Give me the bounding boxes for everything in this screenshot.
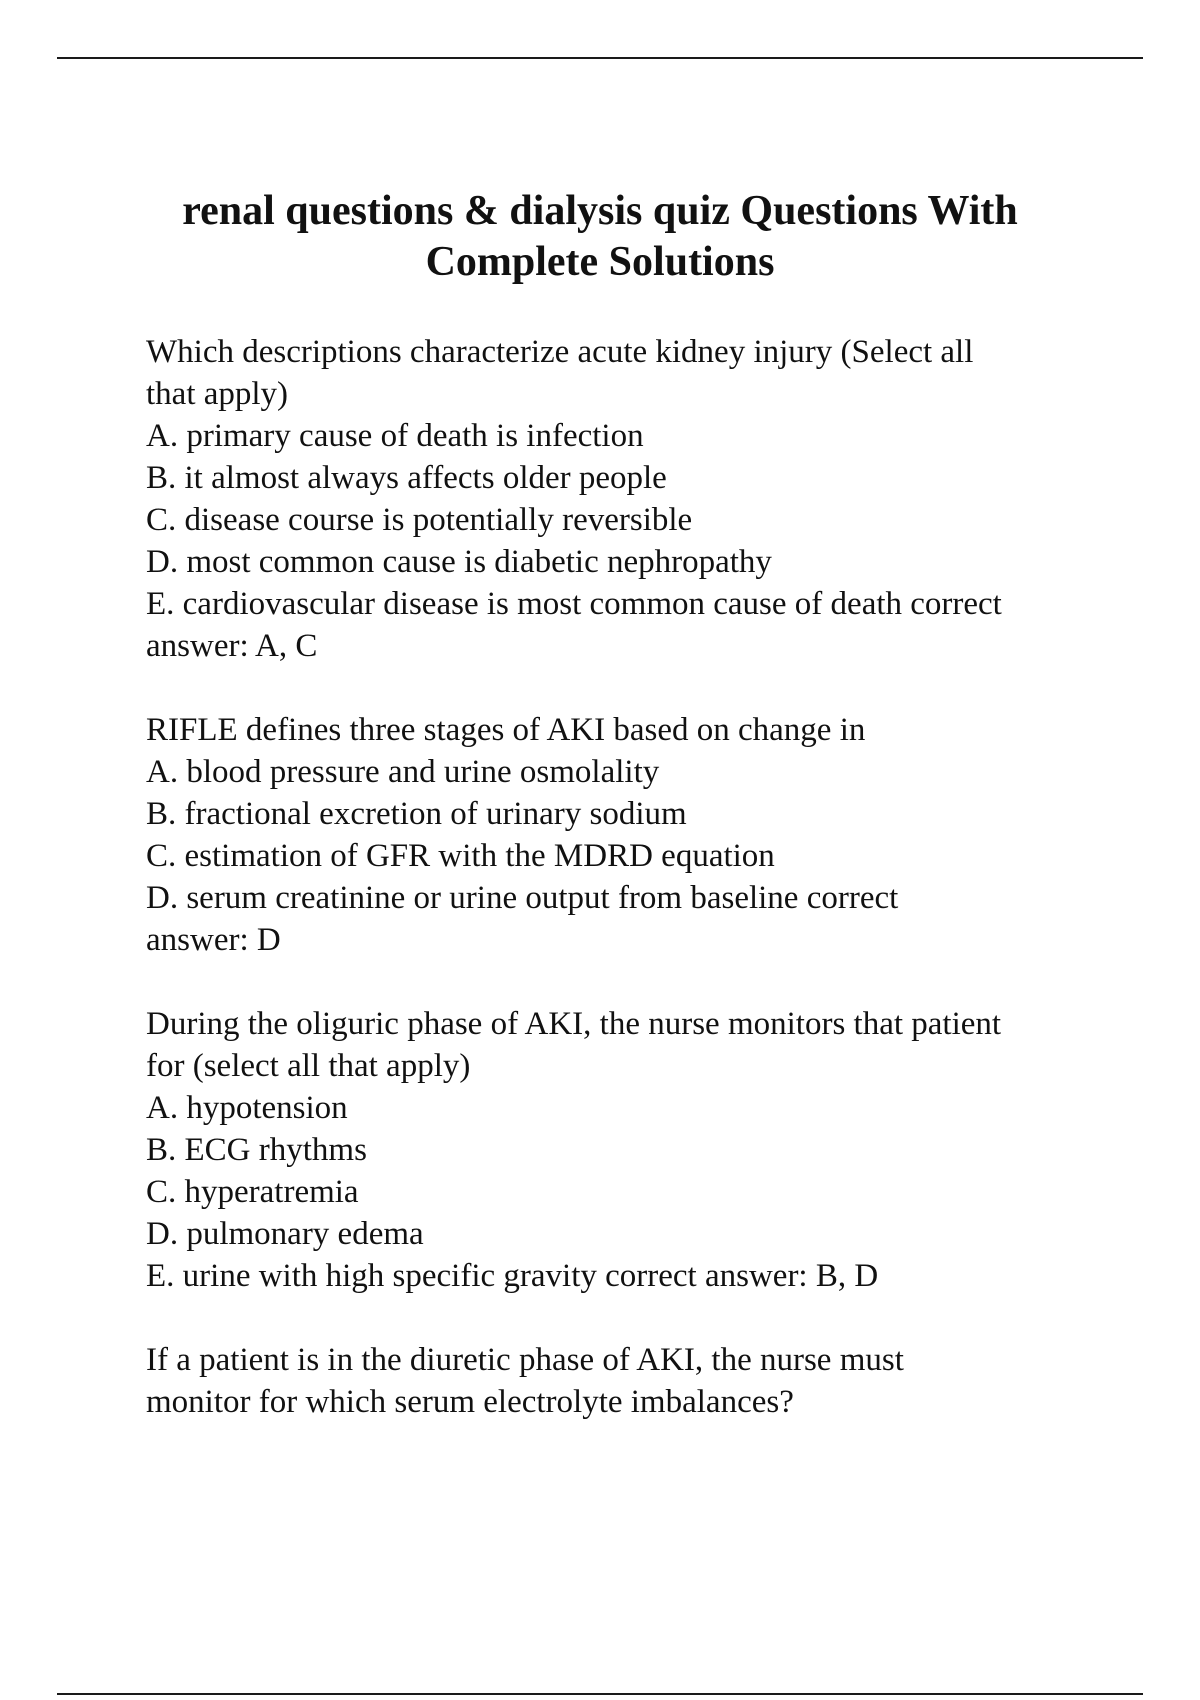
question-1-option-b: B. it almost always affects older people: [146, 460, 667, 496]
question-2-option-c: C. estimation of GFR with the MDRD equation: [146, 838, 775, 874]
question-2-option-d: D. serum creatinine or urine output from baseline correct: [146, 880, 899, 916]
question-4: [146, 1339, 1096, 1423]
top-divider: [57, 57, 1143, 59]
question-list: [146, 331, 1096, 1465]
question-1-line: that apply): [146, 376, 289, 412]
question-3-line: for (select all that apply): [146, 1048, 471, 1084]
question-4-line: If a patient is in the diuretic phase of AKI, the nurse must: [146, 1342, 904, 1378]
question-3-option-c: C. hyperatremia: [146, 1174, 359, 1210]
question-3-option-e-answer: E. urine with high specific gravity correct answer: B, D: [146, 1258, 879, 1294]
question-2: [146, 709, 1096, 961]
question-1-answer: answer: A, C: [146, 628, 318, 664]
question-2-answer: answer: D: [146, 922, 281, 958]
question-1-line: Which descriptions characterize acute kidney injury (Select all: [146, 334, 974, 370]
question-3-option-b: B. ECG rhythms: [146, 1132, 367, 1168]
question-1-option-d: D. most common cause is diabetic nephropathy: [146, 544, 772, 580]
question-1-option-a: A. primary cause of death is infection: [146, 418, 644, 454]
question-1-option-e: E. cardiovascular disease is most common cause of death correct: [146, 586, 1002, 622]
question-1: [146, 331, 1096, 667]
question-3: [146, 1003, 1096, 1297]
bottom-divider: [57, 1693, 1143, 1695]
question-2-option-b: B. fractional excretion of urinary sodium: [146, 796, 687, 832]
question-3-line: During the oliguric phase of AKI, the nurse monitors that patient: [146, 1006, 1002, 1042]
question-4-line: monitor for which serum electrolyte imbalances?: [146, 1384, 794, 1420]
question-2-line: RIFLE defines three stages of AKI based on change in: [146, 712, 866, 748]
document-title: renal questions & dialysis quiz Questions With Complete Solutions: [182, 188, 1018, 285]
question-2-option-a: A. blood pressure and urine osmolality: [146, 754, 660, 790]
question-1-option-c: C. disease course is potentially reversible: [146, 502, 693, 538]
question-3-option-d: D. pulmonary edema: [146, 1216, 424, 1252]
question-3-option-a: A. hypotension: [146, 1090, 348, 1126]
